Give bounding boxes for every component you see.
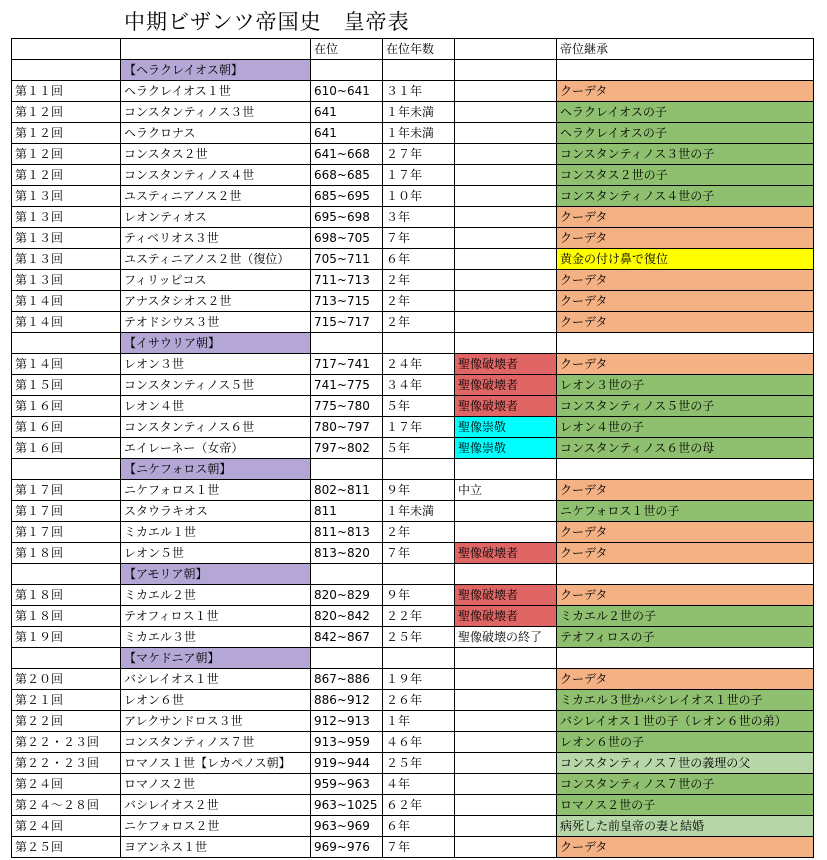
cell-succ[interactable]: クーデタ: [557, 522, 814, 543]
cell-name[interactable]: テオドシウス３世: [121, 312, 311, 333]
table-row: [12, 669, 814, 690]
table-row: [12, 354, 814, 375]
cell-icon[interactable]: [455, 165, 557, 186]
cell-reign[interactable]: 820~842: [311, 606, 383, 627]
cell-name[interactable]: アレクサンドロス３世: [121, 711, 311, 732]
cell-icon[interactable]: [455, 186, 557, 207]
cell-succ[interactable]: コンスタンティノス６世の母: [557, 438, 814, 459]
dynasty-empty-cell[interactable]: [557, 60, 814, 81]
cell-name[interactable]: コンスタンティノス４世: [121, 165, 311, 186]
cell-name[interactable]: ニケフォロス２世: [121, 816, 311, 837]
cell-num[interactable]: 第１３回: [12, 207, 121, 228]
cell-dur[interactable]: ７年: [383, 543, 455, 564]
dynasty-empty-cell[interactable]: [311, 60, 383, 81]
cell-dur[interactable]: １年: [383, 711, 455, 732]
cell-num[interactable]: 第１７回: [12, 522, 121, 543]
cell-dur[interactable]: １９年: [383, 669, 455, 690]
cell-num[interactable]: 第２０回: [12, 669, 121, 690]
cell-dur[interactable]: １年未満: [383, 123, 455, 144]
dynasty-empty-cell[interactable]: [383, 60, 455, 81]
cell-name[interactable]: コンスタンティノス３世: [121, 102, 311, 123]
cell-reign[interactable]: 741~775: [311, 375, 383, 396]
cell-reign[interactable]: 797~802: [311, 438, 383, 459]
table-row: [12, 375, 814, 396]
cell-succ[interactable]: クーデタ: [557, 228, 814, 249]
table-row: [12, 291, 814, 312]
table-row: [12, 186, 814, 207]
cell-reign[interactable]: 913~959: [311, 732, 383, 753]
cell-succ[interactable]: クーデタ: [557, 207, 814, 228]
page-title: 中期ビザンツ帝国史 皇帝表: [124, 10, 410, 34]
cell-reign[interactable]: 867~886: [311, 669, 383, 690]
table-row: [12, 585, 814, 606]
table-row: [12, 165, 814, 186]
cell-icon[interactable]: [455, 144, 557, 165]
dynasty-num-cell[interactable]: [12, 333, 121, 354]
cell-dur[interactable]: ２７年: [383, 144, 455, 165]
cell-dur[interactable]: ３４年: [383, 375, 455, 396]
cell-succ[interactable]: コンスタンティノス７世の子: [557, 774, 814, 795]
cell-name[interactable]: ヘラクレイオス１世: [121, 81, 311, 102]
cell-num[interactable]: 第１７回: [12, 501, 121, 522]
cell-reign[interactable]: 717~741: [311, 354, 383, 375]
cell-reign[interactable]: 641~668: [311, 144, 383, 165]
cell-succ[interactable]: クーデタ: [557, 480, 814, 501]
cell-name[interactable]: ヨアンネス１世: [121, 837, 311, 858]
cell-reign[interactable]: 715~717: [311, 312, 383, 333]
header-reign[interactable]: 在位: [311, 39, 383, 60]
cell-succ[interactable]: ヘラクレイオスの子: [557, 102, 814, 123]
table-row: [12, 816, 814, 837]
cell-name[interactable]: ヘラクロナス: [121, 123, 311, 144]
cell-name[interactable]: ユスティニアノス２世: [121, 186, 311, 207]
cell-succ[interactable]: コンスタンティノス５世の子: [557, 396, 814, 417]
cell-reign[interactable]: 775~780: [311, 396, 383, 417]
cell-succ[interactable]: コンスタス２世の子: [557, 165, 814, 186]
cell-dur[interactable]: ２５年: [383, 753, 455, 774]
cell-dur[interactable]: ２年: [383, 522, 455, 543]
cell-num[interactable]: 第２２・２３回: [12, 732, 121, 753]
dynasty-label[interactable]: 【イサウリア朝】: [121, 333, 311, 354]
dynasty-empty-cell[interactable]: [455, 60, 557, 81]
dynasty-row: [12, 60, 814, 81]
cell-succ[interactable]: クーデタ: [557, 354, 814, 375]
cell-icon[interactable]: [455, 312, 557, 333]
cell-name[interactable]: ティベリオス３世: [121, 228, 311, 249]
cell-dur[interactable]: ６年: [383, 816, 455, 837]
cell-succ[interactable]: レオン６世の子: [557, 732, 814, 753]
dynasty-empty-cell[interactable]: [383, 564, 455, 585]
dynasty-num-cell[interactable]: [12, 459, 121, 480]
cell-icon[interactable]: [455, 795, 557, 816]
cell-succ[interactable]: バシレイオス１世の子（レオン６世の弟）: [557, 711, 814, 732]
cell-succ[interactable]: ヘラクレイオスの子: [557, 123, 814, 144]
cell-icon[interactable]: [455, 81, 557, 102]
cell-dur[interactable]: ３年: [383, 207, 455, 228]
cell-succ[interactable]: クーデタ: [557, 291, 814, 312]
cell-num[interactable]: 第１７回: [12, 480, 121, 501]
cell-name[interactable]: レオン３世: [121, 354, 311, 375]
cell-dur[interactable]: ７年: [383, 837, 455, 858]
dynasty-label[interactable]: 【アモリア朝】: [121, 564, 311, 585]
header-icon[interactable]: [455, 39, 557, 60]
dynasty-empty-cell[interactable]: [383, 648, 455, 669]
cell-name[interactable]: ロマノス１世【レカペノス朝】: [121, 753, 311, 774]
cell-reign[interactable]: 919~944: [311, 753, 383, 774]
cell-dur[interactable]: １７年: [383, 165, 455, 186]
dynasty-empty-cell[interactable]: [311, 459, 383, 480]
table-row: [12, 543, 814, 564]
header-name[interactable]: [121, 39, 311, 60]
cell-num[interactable]: 第１２回: [12, 144, 121, 165]
cell-dur[interactable]: ５年: [383, 396, 455, 417]
cell-reign[interactable]: 698~705: [311, 228, 383, 249]
dynasty-empty-cell[interactable]: [455, 648, 557, 669]
cell-name[interactable]: レオン４世: [121, 396, 311, 417]
cell-icon[interactable]: [455, 522, 557, 543]
cell-num[interactable]: 第１８回: [12, 585, 121, 606]
cell-icon[interactable]: [455, 291, 557, 312]
cell-icon[interactable]: 聖像破壊者: [455, 543, 557, 564]
table-row: [12, 795, 814, 816]
table-row: [12, 270, 814, 291]
table-row: [12, 774, 814, 795]
cell-icon[interactable]: 聖像崇敬: [455, 438, 557, 459]
cell-reign[interactable]: 713~715: [311, 291, 383, 312]
cell-icon[interactable]: [455, 228, 557, 249]
table-row: [12, 249, 814, 270]
cell-icon[interactable]: 聖像破壊の終了: [455, 627, 557, 648]
table-row: [12, 501, 814, 522]
cell-num[interactable]: 第１３回: [12, 270, 121, 291]
cell-dur[interactable]: ４年: [383, 774, 455, 795]
cell-dur[interactable]: ６２年: [383, 795, 455, 816]
cell-num[interactable]: 第１６回: [12, 396, 121, 417]
cell-dur[interactable]: ５年: [383, 438, 455, 459]
cell-icon[interactable]: [455, 102, 557, 123]
cell-num[interactable]: 第１８回: [12, 543, 121, 564]
cell-icon[interactable]: [455, 270, 557, 291]
cell-name[interactable]: フィリッピコス: [121, 270, 311, 291]
cell-num[interactable]: 第２４回: [12, 816, 121, 837]
table-row: [12, 606, 814, 627]
cell-dur[interactable]: ２年: [383, 270, 455, 291]
cell-num[interactable]: 第１３回: [12, 186, 121, 207]
cell-icon[interactable]: [455, 774, 557, 795]
cell-dur[interactable]: ２２年: [383, 606, 455, 627]
cell-succ[interactable]: レオン３世の子: [557, 375, 814, 396]
cell-dur[interactable]: ２４年: [383, 354, 455, 375]
cell-reign[interactable]: 705~711: [311, 249, 383, 270]
cell-icon[interactable]: [455, 207, 557, 228]
cell-icon[interactable]: 聖像破壊者: [455, 396, 557, 417]
cell-icon[interactable]: [455, 753, 557, 774]
cell-succ[interactable]: クーデタ: [557, 543, 814, 564]
cell-reign[interactable]: 695~698: [311, 207, 383, 228]
cell-reign[interactable]: 969~976: [311, 837, 383, 858]
header-row: [12, 39, 814, 60]
cell-reign[interactable]: 842~867: [311, 627, 383, 648]
cell-reign[interactable]: 711~713: [311, 270, 383, 291]
cell-reign[interactable]: 813~820: [311, 543, 383, 564]
table-row: [12, 522, 814, 543]
dynasty-row: [12, 333, 814, 354]
cell-reign[interactable]: 641: [311, 102, 383, 123]
cell-reign[interactable]: 963~1025: [311, 795, 383, 816]
dynasty-row: [12, 459, 814, 480]
cell-icon[interactable]: [455, 501, 557, 522]
table-row: [12, 207, 814, 228]
cell-reign[interactable]: 780~797: [311, 417, 383, 438]
cell-icon[interactable]: 聖像崇敬: [455, 417, 557, 438]
cell-reign[interactable]: 641: [311, 123, 383, 144]
cell-num[interactable]: 第１５回: [12, 375, 121, 396]
cell-icon[interactable]: [455, 837, 557, 858]
cell-num[interactable]: 第１１回: [12, 81, 121, 102]
cell-name[interactable]: レオン６世: [121, 690, 311, 711]
cell-reign[interactable]: 610~641: [311, 81, 383, 102]
cell-name[interactable]: ニケフォロス１世: [121, 480, 311, 501]
cell-dur[interactable]: １年未満: [383, 102, 455, 123]
cell-reign[interactable]: 668~685: [311, 165, 383, 186]
cell-reign[interactable]: 820~829: [311, 585, 383, 606]
cell-dur[interactable]: ４６年: [383, 732, 455, 753]
cell-name[interactable]: ミカエル１世: [121, 522, 311, 543]
cell-num[interactable]: 第１２回: [12, 102, 121, 123]
cell-name[interactable]: コンスタンティノス７世: [121, 732, 311, 753]
cell-dur[interactable]: ２年: [383, 312, 455, 333]
cell-num[interactable]: 第１４回: [12, 291, 121, 312]
cell-succ[interactable]: ロマノス２世の子: [557, 795, 814, 816]
dynasty-row: [12, 648, 814, 669]
cell-num[interactable]: 第２１回: [12, 690, 121, 711]
cell-name[interactable]: コンスタンティノス５世: [121, 375, 311, 396]
cell-name[interactable]: バシレイオス１世: [121, 669, 311, 690]
cell-icon[interactable]: [455, 669, 557, 690]
cell-dur[interactable]: ９年: [383, 585, 455, 606]
table-row: [12, 123, 814, 144]
dynasty-empty-cell[interactable]: [455, 459, 557, 480]
cell-icon[interactable]: 聖像破壊者: [455, 375, 557, 396]
cell-dur[interactable]: ７年: [383, 228, 455, 249]
table-row: [12, 711, 814, 732]
cell-succ[interactable]: ミカエル３世かバシレイオス１世の子: [557, 690, 814, 711]
cell-reign[interactable]: 802~811: [311, 480, 383, 501]
cell-num[interactable]: 第１２回: [12, 165, 121, 186]
cell-succ[interactable]: 病死した前皇帝の妻と結婚: [557, 816, 814, 837]
cell-succ[interactable]: 黄金の付け鼻で復位: [557, 249, 814, 270]
table-row: [12, 102, 814, 123]
dynasty-empty-cell[interactable]: [383, 333, 455, 354]
cell-name[interactable]: ユスティニアノス２世（復位）: [121, 249, 311, 270]
cell-succ[interactable]: クーデタ: [557, 585, 814, 606]
cell-dur[interactable]: ２年: [383, 291, 455, 312]
cell-icon[interactable]: 聖像破壊者: [455, 606, 557, 627]
cell-reign[interactable]: 963~969: [311, 816, 383, 837]
cell-num[interactable]: 第１３回: [12, 249, 121, 270]
cell-num[interactable]: 第１８回: [12, 606, 121, 627]
cell-num[interactable]: 第２４～２８回: [12, 795, 121, 816]
cell-succ[interactable]: コンスタンティノス４世の子: [557, 186, 814, 207]
cell-succ[interactable]: クーデタ: [557, 81, 814, 102]
cell-succ[interactable]: クーデタ: [557, 270, 814, 291]
cell-icon[interactable]: [455, 123, 557, 144]
cell-dur[interactable]: ６年: [383, 249, 455, 270]
dynasty-row: [12, 564, 814, 585]
cell-succ[interactable]: ミカエル２世の子: [557, 606, 814, 627]
cell-name[interactable]: ミカエル３世: [121, 627, 311, 648]
table-row: [12, 732, 814, 753]
table-row: [12, 417, 814, 438]
dynasty-empty-cell[interactable]: [311, 564, 383, 585]
cell-succ[interactable]: レオン４世の子: [557, 417, 814, 438]
cell-reign[interactable]: 685~695: [311, 186, 383, 207]
cell-succ[interactable]: ニケフォロス１世の子: [557, 501, 814, 522]
dynasty-label[interactable]: 【ヘラクレイオス朝】: [121, 60, 311, 81]
dynasty-empty-cell[interactable]: [557, 333, 814, 354]
cell-dur[interactable]: ２６年: [383, 690, 455, 711]
cell-dur[interactable]: １０年: [383, 186, 455, 207]
dynasty-num-cell[interactable]: [12, 60, 121, 81]
dynasty-empty-cell[interactable]: [557, 459, 814, 480]
table-row: [12, 144, 814, 165]
cell-num[interactable]: 第１２回: [12, 123, 121, 144]
cell-icon[interactable]: 聖像破壊者: [455, 354, 557, 375]
table-row: [12, 396, 814, 417]
cell-succ[interactable]: テオフィロスの子: [557, 627, 814, 648]
cell-num[interactable]: 第１６回: [12, 438, 121, 459]
cell-icon[interactable]: 聖像破壊者: [455, 585, 557, 606]
dynasty-empty-cell[interactable]: [455, 564, 557, 585]
cell-icon[interactable]: [455, 732, 557, 753]
cell-icon[interactable]: [455, 690, 557, 711]
cell-name[interactable]: エイレーネー（女帝）: [121, 438, 311, 459]
cell-dur[interactable]: ２５年: [383, 627, 455, 648]
table-row: [12, 81, 814, 102]
cell-succ[interactable]: クーデタ: [557, 669, 814, 690]
header-duration[interactable]: 在位年数: [383, 39, 455, 60]
cell-num[interactable]: 第２２回: [12, 711, 121, 732]
cell-reign[interactable]: 811~813: [311, 522, 383, 543]
cell-succ[interactable]: コンスタンティノス７世の義理の父: [557, 753, 814, 774]
cell-icon[interactable]: 中立: [455, 480, 557, 501]
table-row: [12, 753, 814, 774]
cell-name[interactable]: コンスタス２世: [121, 144, 311, 165]
cell-num[interactable]: 第２４回: [12, 774, 121, 795]
table-row: [12, 837, 814, 858]
cell-icon[interactable]: [455, 816, 557, 837]
cell-num[interactable]: 第１３回: [12, 228, 121, 249]
cell-num[interactable]: 第２２・２３回: [12, 753, 121, 774]
cell-reign[interactable]: 959~963: [311, 774, 383, 795]
cell-reign[interactable]: 811: [311, 501, 383, 522]
cell-name[interactable]: アナスタシオス２世: [121, 291, 311, 312]
cell-name[interactable]: レオンティオス: [121, 207, 311, 228]
cell-icon[interactable]: [455, 711, 557, 732]
cell-num[interactable]: 第１４回: [12, 354, 121, 375]
header-num[interactable]: [12, 39, 121, 60]
cell-reign[interactable]: 912~913: [311, 711, 383, 732]
cell-name[interactable]: ミカエル２世: [121, 585, 311, 606]
header-succession[interactable]: 帝位継承: [557, 39, 814, 60]
dynasty-empty-cell[interactable]: [311, 333, 383, 354]
cell-name[interactable]: ロマノス２世: [121, 774, 311, 795]
dynasty-empty-cell[interactable]: [383, 459, 455, 480]
cell-num[interactable]: 第２５回: [12, 837, 121, 858]
cell-dur[interactable]: ３１年: [383, 81, 455, 102]
table-row: [12, 228, 814, 249]
table-row: [12, 438, 814, 459]
cell-name[interactable]: テオフィロス１世: [121, 606, 311, 627]
table-row: [12, 312, 814, 333]
table-row: [12, 690, 814, 711]
dynasty-empty-cell[interactable]: [557, 648, 814, 669]
cell-succ[interactable]: クーデタ: [557, 312, 814, 333]
dynasty-num-cell[interactable]: [12, 564, 121, 585]
cell-icon[interactable]: [455, 249, 557, 270]
cell-num[interactable]: 第１６回: [12, 417, 121, 438]
cell-dur[interactable]: ９年: [383, 480, 455, 501]
emperor-table: [11, 38, 814, 858]
dynasty-num-cell[interactable]: [12, 648, 121, 669]
cell-name[interactable]: スタウラキオス: [121, 501, 311, 522]
cell-name[interactable]: コンスタンティノス６世: [121, 417, 311, 438]
dynasty-empty-cell[interactable]: [557, 564, 814, 585]
cell-succ[interactable]: クーデタ: [557, 837, 814, 858]
cell-name[interactable]: バシレイオス２世: [121, 795, 311, 816]
cell-num[interactable]: 第１４回: [12, 312, 121, 333]
dynasty-label[interactable]: 【マケドニア朝】: [121, 648, 311, 669]
cell-reign[interactable]: 886~912: [311, 690, 383, 711]
cell-name[interactable]: レオン５世: [121, 543, 311, 564]
table-row: [12, 627, 814, 648]
cell-num[interactable]: 第１９回: [12, 627, 121, 648]
table-row: [12, 480, 814, 501]
cell-dur[interactable]: １年未満: [383, 501, 455, 522]
cell-dur[interactable]: １７年: [383, 417, 455, 438]
cell-succ[interactable]: コンスタンティノス３世の子: [557, 144, 814, 165]
dynasty-label[interactable]: 【ニケフォロス朝】: [121, 459, 311, 480]
dynasty-empty-cell[interactable]: [311, 648, 383, 669]
dynasty-empty-cell[interactable]: [455, 333, 557, 354]
